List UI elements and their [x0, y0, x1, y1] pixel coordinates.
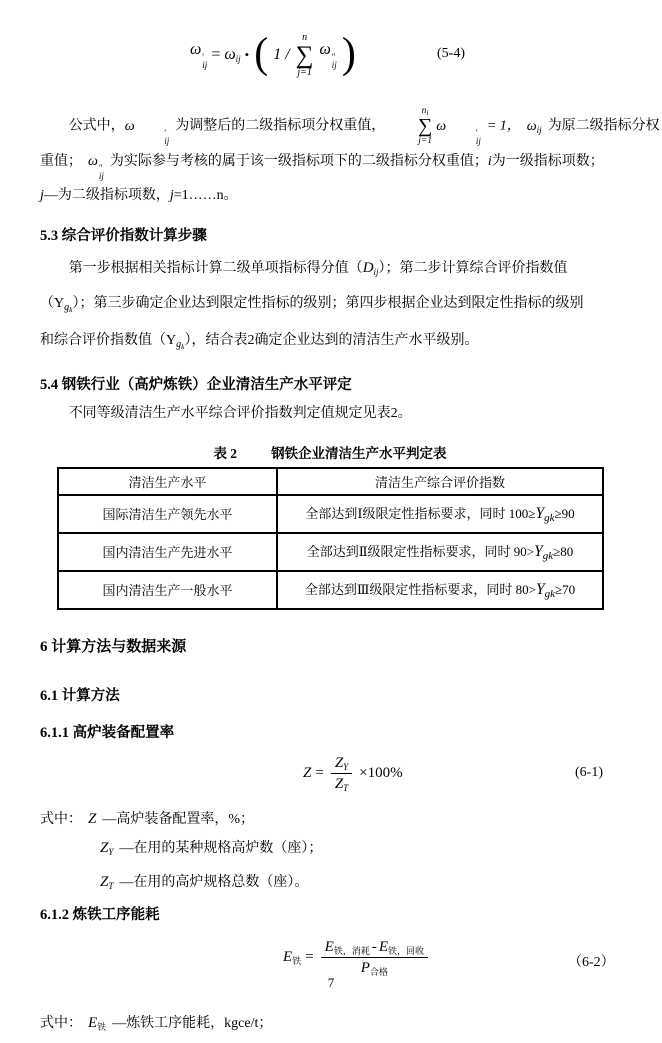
table-row [58, 571, 603, 609]
equals-sign: = [315, 764, 324, 781]
Z-T-var: $Z_T$ [100, 873, 114, 891]
section-heading-6-1: 6.1 计算方法 [40, 687, 120, 704]
omega-ij: ωij [224, 46, 241, 65]
table-caption [40, 442, 620, 462]
omega-prime-ij: ω ′ ij [124, 118, 170, 146]
omega-prime-ij: ω ′ ij [190, 40, 208, 70]
cell-level: 国内清洁生产先进水平 [58, 533, 277, 571]
section-5-4-paragraph: 不同等级清洁生产水平综合评价指数判定值规定见表2。 [68, 405, 412, 421]
header-cell-index: 清洁生产综合评价指数 [277, 468, 603, 495]
Z-var: Z [303, 764, 312, 781]
cell-level: 国内清洁生产一般水平 [58, 571, 277, 609]
equals-sign: = [305, 949, 314, 966]
cell-index: 全部达到Ⅰ级限定性指标要求，同时 $100\ge Y_{gk}\ge 90$ [277, 495, 603, 533]
cell-index: 全部达到Ⅲ级限定性指标要求，同时 $80>Y_{gk}\ge 70$ [277, 571, 603, 609]
Z-Y-var: $Z_Y$ [100, 840, 114, 858]
table-header-row [58, 468, 603, 495]
inline-summation: $n_i$ ∑ j=1 [417, 106, 433, 147]
summation: n ∑ j=1 [295, 32, 314, 79]
table-title: 钢铁企业清洁生产水平判定表 [271, 445, 447, 461]
one-over: 1 / [273, 46, 290, 64]
header-cell-level: 清洁生产水平 [58, 468, 277, 495]
omega-ij: $\omega_{ij}$ [526, 118, 542, 135]
left-paren: ( [254, 30, 269, 78]
page-number: 7 [327, 975, 335, 990]
section-heading-6-1-2: 6.1.2 炼铁工序能耗 [40, 907, 160, 924]
section-heading-5-4: 5.4 钢铁行业（高炉炼铁）企业清洁生产水平评定 [40, 376, 352, 393]
formula-6-1 [303, 753, 403, 795]
clean-production-level-table [57, 467, 604, 610]
Y-gk-var: $Y_{gk}$ [54, 295, 73, 314]
formula-note-paragraph [40, 106, 660, 211]
formula-note-line: $Z_Y$ —在用的某种规格高炉数（座）； [100, 840, 323, 858]
cell-level: 国际清洁生产领先水平 [58, 495, 277, 533]
dot-operator: • [244, 47, 250, 63]
formula-label-6-2: （6-2） [568, 955, 615, 971]
Y-gk-var: $Y_{gk}$ [166, 332, 185, 351]
D-ij-var: $D_{ij}$ [362, 259, 379, 277]
paragraph-line: 公式中，ω ′ ij 为调整后的二级指标项分权重值， $n_i$ ∑ j=1 ω ′ ij = 1， $\omega_{ij}$ 为原二级指标分权 [68, 106, 660, 147]
E-tie-var: $E_铁$ [88, 1015, 107, 1033]
table-row [58, 495, 603, 533]
E-tie-var: $E_铁$ [283, 948, 302, 966]
formula-label-5-4: (5-4) [437, 46, 465, 61]
Y-gk-var: Y [535, 581, 545, 599]
paragraph-line: 第一步根据相关指标计算二级单项指标得分值$(D_{ij})$；第二步计算综合评价指数值 [68, 259, 568, 277]
Z-var: Z [88, 810, 97, 827]
paragraph-line: 和综合评价指数值$(Y_{gk})$，结合表2确定企业达到的清洁生产水平级别。 [40, 332, 479, 351]
table-row [58, 533, 603, 571]
section-heading-6-1-1: 6.1.1 高炉装备配置率 [40, 724, 175, 741]
formula-label-6-1: (6-1) [575, 764, 603, 780]
table-number: 表 2 [213, 445, 238, 461]
Y-gk-var: Y [535, 505, 545, 523]
paragraph-line: $(Y_{gk})$；第三步确定企业达到限定性指标的级别；第四步根据企业达到限定性指标的级别 [40, 295, 584, 314]
section-heading-6: 6 计算方法与数据来源 [40, 638, 187, 655]
Y-gk-var: Y [534, 543, 543, 561]
fraction: $\frac{E_{铁,消耗} - E_{铁,回收}}{P_{合格}}$ [321, 937, 428, 979]
equals-sign: = [211, 46, 221, 64]
omega-prime-ij: ω ′ ij [436, 118, 481, 146]
formula-5-4 [190, 32, 357, 79]
paragraph-line: j—为二级指标项数，j=1……n。 [40, 187, 238, 203]
omega-dprime-ij: ω ″ ij [319, 40, 337, 70]
formula-note-line: $Z_T$ —在用的高炉规格总数（座）。 [100, 873, 309, 891]
formula-6-1-block [40, 749, 620, 803]
paragraph-line: 重值； ω ″ ij 为实际参与考核的属于该一级指标项下的二级指标分权重值；i为一级指标项数； [40, 153, 604, 181]
omega-dprime-ij: ω ″ ij [88, 153, 104, 181]
formula-note-line: 式中： Z —高炉装备配置率，%； [40, 810, 255, 827]
times-100-percent: ×100% [359, 764, 403, 781]
fraction: $\frac{Z_Y}{Z_T}$ [331, 753, 352, 795]
formula-note-line: 式中： $E_铁$ —炼铁工序能耗，kgce/t； [40, 1015, 273, 1033]
section-5-3-paragraph [40, 253, 620, 362]
section-heading-5-3: 5.3 综合评价指数计算步骤 [40, 227, 207, 244]
formula-5-4-block [40, 16, 620, 104]
formula-6-2 [283, 937, 431, 979]
cell-index: 全部达到Ⅱ级限定性指标要求，同时 $90>Y_{gk}\ge 80$ [277, 533, 603, 571]
right-paren: ) [341, 30, 356, 78]
